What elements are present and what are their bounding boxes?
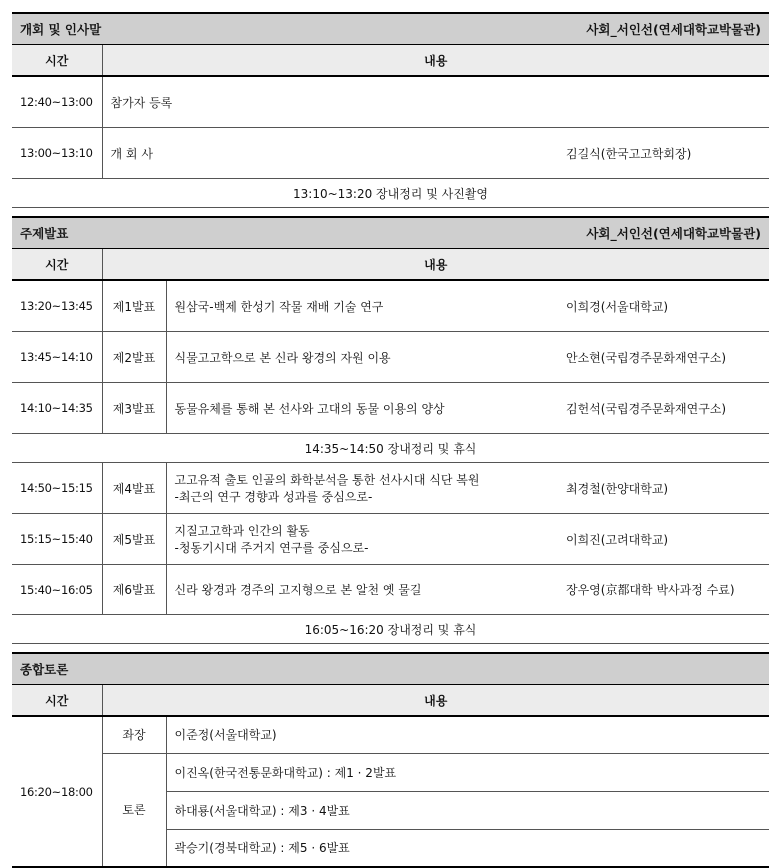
row-time: 16:20~18:00	[12, 716, 102, 867]
panel-member: 이진옥(한국전통문화대학교) : 제1 · 2발표	[166, 753, 769, 791]
column-header	[12, 45, 769, 77]
row-title: 원삼국-백제 한성기 작물 재배 기술 연구	[166, 280, 558, 332]
break-text: 13:10~13:20 장내정리 및 사진촬영	[12, 179, 769, 208]
table-row	[12, 383, 769, 434]
row-title: 지질고고학과 인간의 활동	[174, 524, 310, 538]
row-speaker: 최경철(한양대학교)	[558, 463, 769, 514]
row-speaker: 이희경(서울대학교)	[558, 280, 769, 332]
row-number: 제2발표	[102, 332, 166, 383]
column-header	[12, 249, 769, 281]
header-time: 시간	[12, 685, 102, 717]
row-number: 제3발표	[102, 383, 166, 434]
table-row	[12, 332, 769, 383]
chair-label: 좌장	[102, 716, 166, 753]
row-title-cell	[166, 514, 558, 565]
break-row	[12, 179, 769, 208]
header-content: 내용	[102, 249, 769, 281]
section-bar-discussion	[12, 653, 769, 685]
table-row	[12, 463, 769, 514]
table-row	[12, 514, 769, 565]
row-time: 12:40~13:00	[12, 76, 102, 128]
break-row	[12, 615, 769, 644]
row-subtitle: -청동기시대 주거지 연구를 중심으로-	[174, 541, 369, 555]
row-number: 제1발표	[102, 280, 166, 332]
row-title: 신라 왕경과 경주의 고지형으로 본 알천 옛 물길	[166, 565, 558, 615]
section-bar-opening	[12, 13, 769, 45]
row-speaker: 안소현(국립경주문화재연구소)	[558, 332, 769, 383]
section-moderator: 사회_서인선(연세대학교박물관)	[166, 217, 769, 249]
row-title: 식물고고학으로 본 신라 왕경의 자원 이용	[166, 332, 558, 383]
row-time: 13:00~13:10	[12, 128, 102, 179]
section-title: 개회 및 인사말	[12, 13, 166, 45]
row-content: 개 회 사	[102, 128, 558, 179]
row-number: 제4발표	[102, 463, 166, 514]
row-subtitle: -최근의 연구 경향과 성과를 중심으로-	[174, 490, 373, 504]
header-time: 시간	[12, 45, 102, 77]
row-number: 제6발표	[102, 565, 166, 615]
table-row	[12, 76, 769, 128]
table-row	[12, 565, 769, 615]
panel-member: 곽승기(경북대학교) : 제5 · 6발표	[166, 829, 769, 867]
chair-row	[12, 716, 769, 753]
column-header	[12, 685, 769, 717]
row-speaker: 이희진(고려대학교)	[558, 514, 769, 565]
header-content: 내용	[102, 685, 769, 717]
row-title-cell	[166, 463, 558, 514]
row-speaker	[558, 76, 769, 128]
row-speaker: 장우영(京都대학 박사과정 수료)	[558, 565, 769, 615]
header-time: 시간	[12, 249, 102, 281]
header-content: 내용	[102, 45, 769, 77]
table-row	[12, 280, 769, 332]
chair-name: 이준정(서울대학교)	[166, 716, 769, 753]
row-time: 13:45~14:10	[12, 332, 102, 383]
row-time: 13:20~13:45	[12, 280, 102, 332]
row-content: 참가자 등록	[102, 76, 558, 128]
break-text: 14:35~14:50 장내정리 및 휴식	[12, 434, 769, 463]
section-moderator: 사회_서인선(연세대학교박물관)	[166, 13, 769, 45]
break-text: 16:05~16:20 장내정리 및 휴식	[12, 615, 769, 644]
program-schedule	[12, 12, 769, 868]
row-time: 14:50~15:15	[12, 463, 102, 514]
row-time: 15:40~16:05	[12, 565, 102, 615]
row-time: 14:10~14:35	[12, 383, 102, 434]
panel-row	[12, 753, 769, 791]
row-speaker: 김헌석(국립경주문화재연구소)	[558, 383, 769, 434]
table-row	[12, 128, 769, 179]
row-number: 제5발표	[102, 514, 166, 565]
panel-label: 토론	[102, 753, 166, 867]
panel-member: 하대룡(서울대학교) : 제3 · 4발표	[166, 791, 769, 829]
row-title: 고고유적 출토 인골의 화학분석을 통한 선사시대 식단 복원	[174, 473, 480, 487]
schedule-table	[12, 12, 769, 868]
section-title: 주제발표	[12, 217, 166, 249]
row-time: 15:15~15:40	[12, 514, 102, 565]
row-title: 동물유체를 통해 본 선사와 고대의 동물 이용의 양상	[166, 383, 558, 434]
row-speaker: 김길식(한국고고학회장)	[558, 128, 769, 179]
section-bar-presentations	[12, 217, 769, 249]
section-title: 종합토론	[12, 653, 769, 685]
break-row	[12, 434, 769, 463]
